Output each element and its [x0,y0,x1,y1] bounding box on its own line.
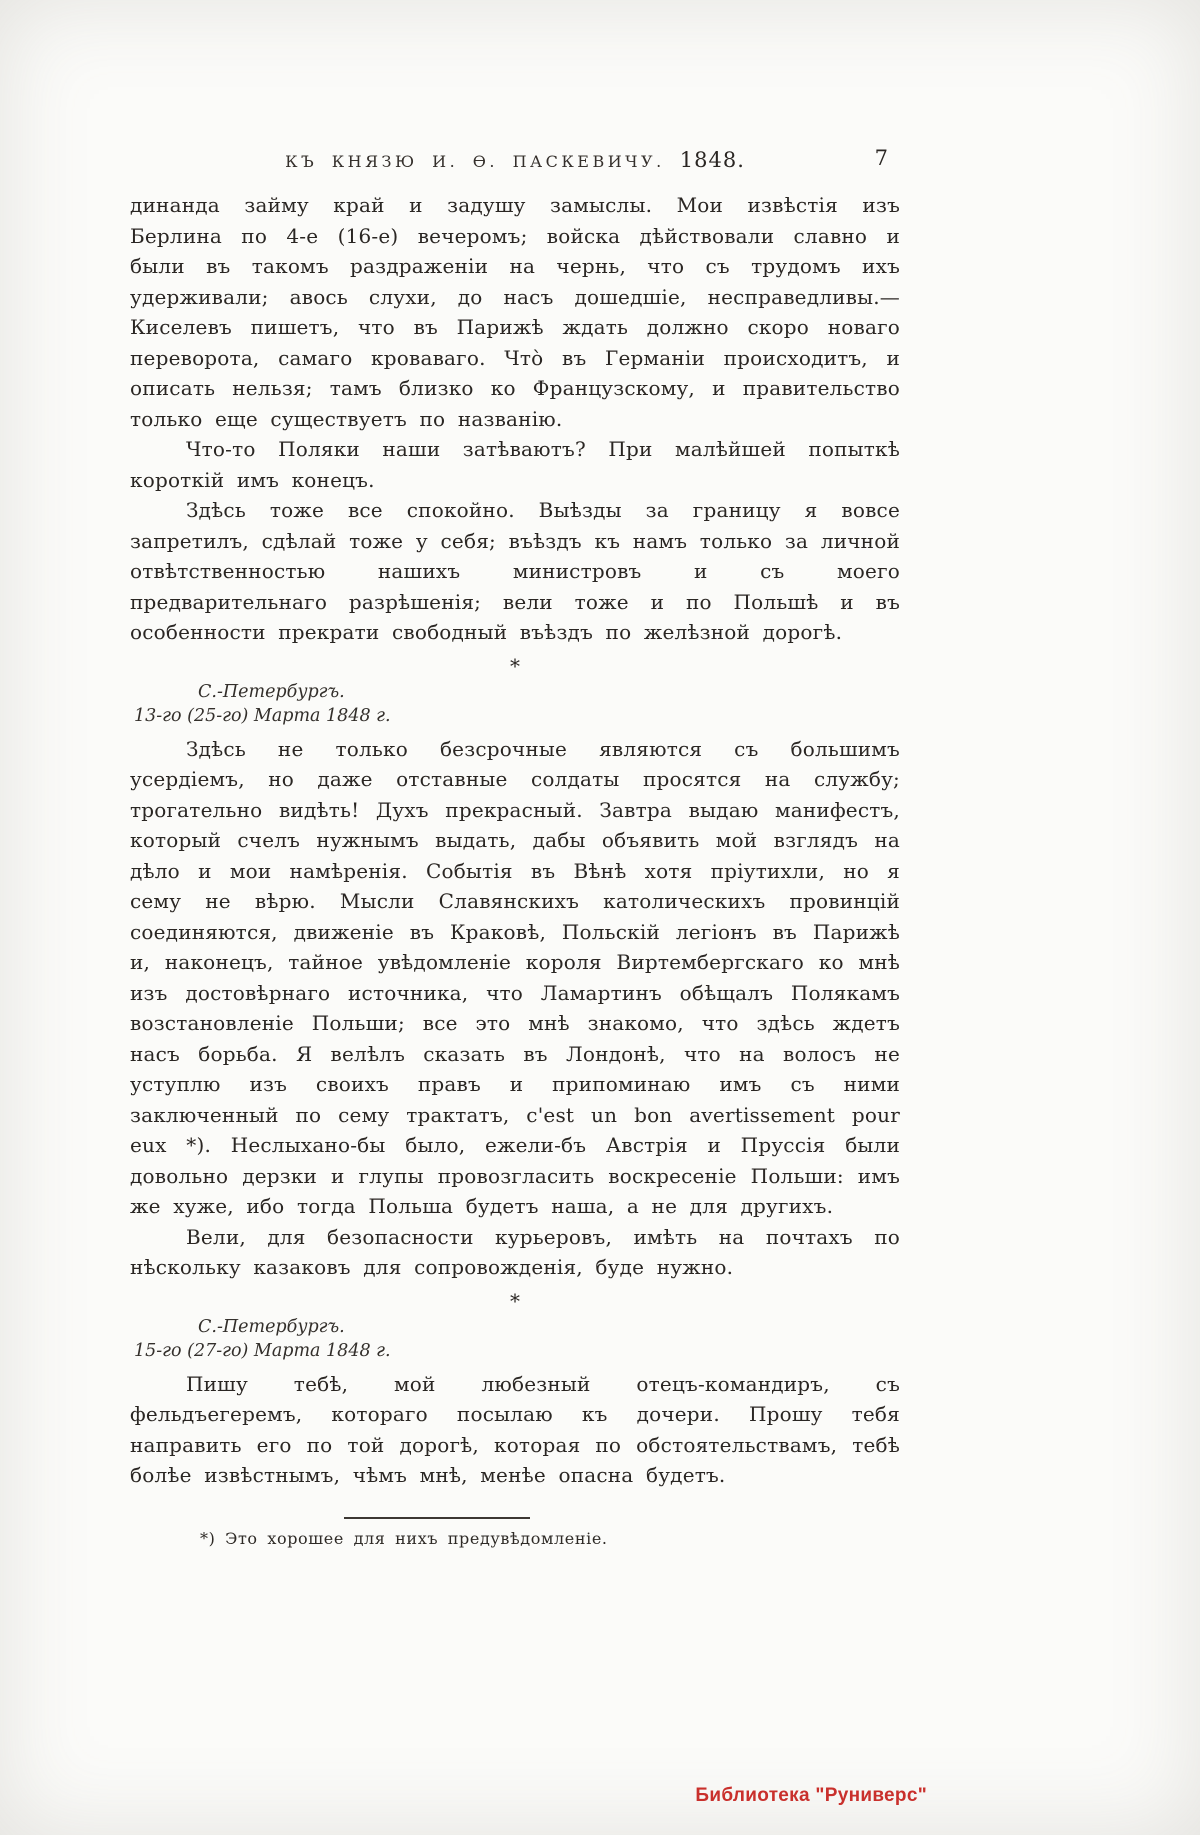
dateline-letter3 [130,1315,900,1363]
section-separator: * [510,1288,520,1313]
running-title-text: КЪ КНЯЗЮ И. Ѳ. ПАСКЕВИЧУ. [285,152,665,171]
footnote-text: *) Это хорошее для нихъ предувѣдомленіе. [200,1528,608,1548]
section-separator: * [510,653,520,678]
library-watermark: Библиотека "Руниверс" [695,1785,927,1806]
paragraph-quiet: Здѣсь тоже все спокойно. Выѣзды за границу я вовсе запретилъ, сдѣлай тоже у себя; въѣздъ къ намъ только за личной отвѣтственностью нашихъ министровъ и съ моего предварительнаго разрѣшенія; вели тоже и по Польшѣ и въ особенности прекрати свободный въѣздъ по желѣзной дорогѣ. [130,498,900,644]
running-title-year: 1848. [679,148,745,172]
dateline-letter2 [130,680,900,728]
dateline-date: 13-го (25-го) Марта 1848 г. [134,705,391,726]
dateline-date: 15-го (27-го) Марта 1848 г. [134,1340,391,1361]
paragraph-letter3-main: Пишу тебѣ, мой любезный отецъ-командиръ, съ фельдъегеремъ, котораго посылаю къ дочери. Прошу тебя направить его по той дорогѣ, которая по обстоятельствамъ, тебѣ болѣе извѣстнымъ, чѣмъ мнѣ, менѣе опасна будетъ. [130,1371,900,1487]
dateline-place: С.-Петербургъ. [198,681,345,702]
page-number: 7 [874,146,888,170]
page-header [130,148,900,178]
running-title [130,148,900,172]
footnote-block [130,1517,900,1548]
paragraph-poles: Что-то Поляки наши затѣваютъ? При малѣйшей попыткѣ короткій имъ конецъ. [130,437,900,492]
paragraph-letter2-main: Здѣсь не только безсрочные являются съ большимъ усердіемъ, но даже отставные солдаты просятся на службу; трогательно видѣть! Духъ прекрасный. Завтра выдаю манифестъ, который счелъ нужнымъ выдать, дабы объявить мой взглядъ на дѣло и мои намѣренія. Событія въ Вѣнѣ хотя пріутихли, но я сему не вѣрю. Мысли Славянскихъ католическихъ провинцій соединяются, движеніе въ Краковѣ, Польскій легіонъ въ Парижѣ и, наконецъ, тайное увѣдомленіе короля Виртембергскаго ко мнѣ изъ достовѣрнаго источника, что Ламартинъ обѣщалъ Полякамъ возстановленіе Польши; все это мнѣ знакомо, что здѣсь ждетъ насъ борьба. Я велѣлъ сказать въ Лондонѣ, что на волосъ не уступлю изъ своихъ правъ и припоминаю имъ съ ними заключенный по сему трактатъ, c'est un bon avertissement pour eux *). Неслыхано-бы было, ежели-бъ Австрія и Пруссія были довольно дерзки и глупы провозгласить воскресеніе Польши: имъ же хуже, ибо тогда Польша будетъ наша, а не для другихъ. [130,736,900,1218]
paragraph-letter2-couriers: Вели, для безопасности курьеровъ, имѣть на почтахъ по нѣскольку казаковъ для сопровожденія, буде нужно. [130,1224,900,1279]
page-body [130,190,900,1548]
dateline-place: С.-Петербургъ. [198,1316,345,1337]
paragraph-continuation: динанда займу край и задушу замыслы. Мои извѣстія изъ Берлина по 4-е (16-е) вечеромъ; войска дѣйствовали славно и были въ такомъ раздраженіи на чернь, что съ трудомъ ихъ удерживали; авось слухи, до насъ дошедшіе, несправедливы.—Киселевъ пишетъ, что въ Парижѣ ждать должно скоро новаго переворота, самаго кроваваго. Что̀ въ Германіи происходитъ, и описать нельзя; тамъ близко ко Французскому, и правительство только еще существуетъ по названію. [130,193,900,431]
footnote-divider [344,1517,530,1519]
